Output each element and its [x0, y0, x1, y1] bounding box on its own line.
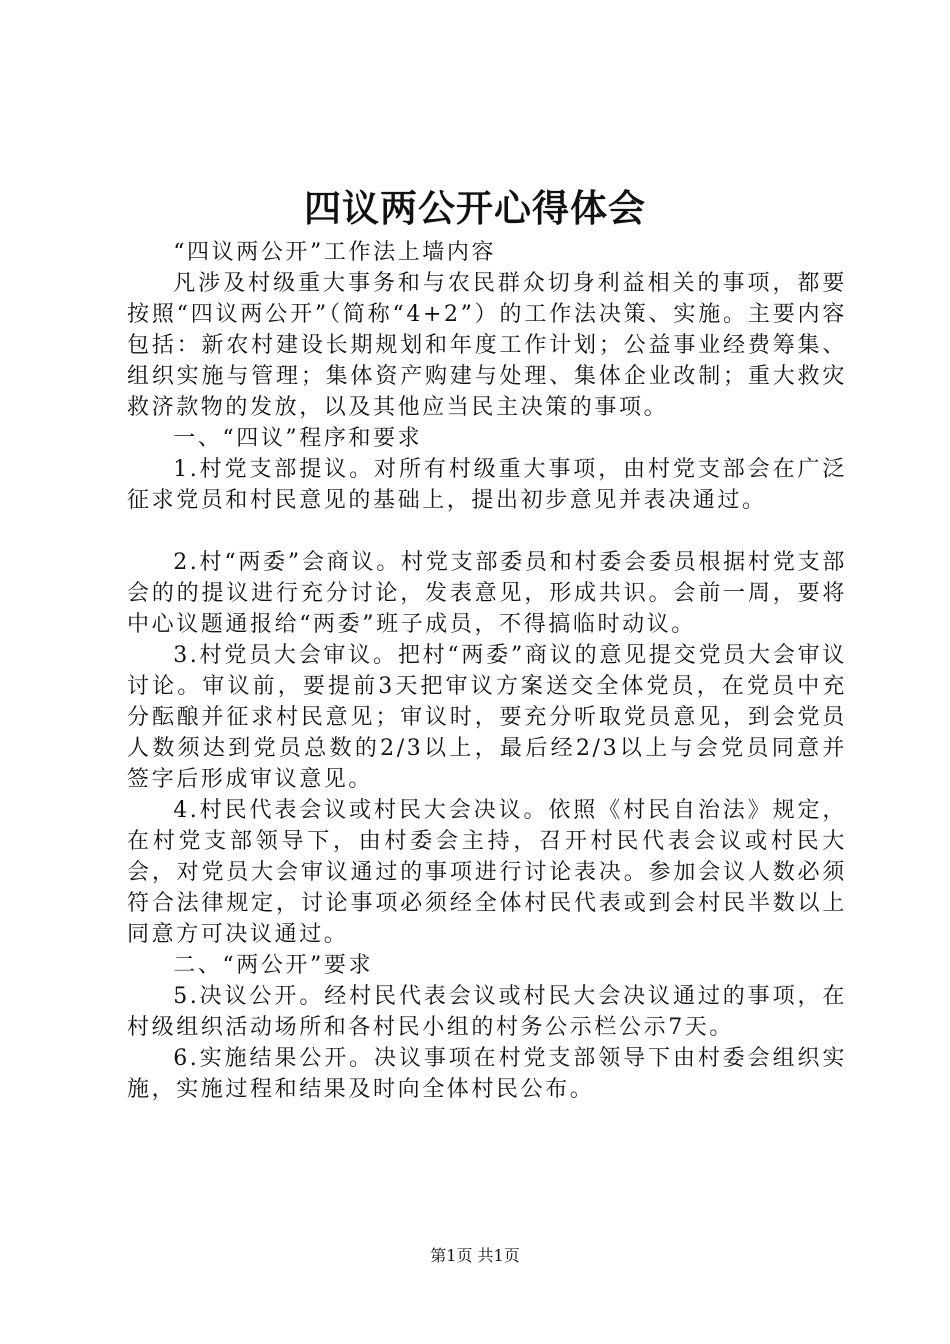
section-heading-four-discussions: 一、“四议”程序和要求 [173, 426, 423, 451]
paragraph-item-6: 6.实施结果公开。决议事项在村党支部领导下由村委会组织实施，实施过程和结果及时向全体村民公布。 [127, 1046, 847, 1102]
page-footer: 第1页 共1页 [430, 1246, 520, 1265]
paragraph-item-4: 4.村民代表会议或村民大会决议。依照《村民自治法》规定，在村党支部领导下，由村委会主持，召开村民代表会议或村民大会，对党员大会审议通过的事项进行讨论表决。参加会议人数必须符合法律规定，讨论事项必须经全体村民代表或到会村民半数以上同意方可决议通过。 [127, 798, 847, 947]
paragraph-item-1: 1.村党支部提议。对所有村级重大事项，由村党支部会在广泛征求党员和村民意见的基础上，提出初步意见并表决通过。 [127, 457, 847, 513]
paragraph-item-5: 5.决议公开。经村民代表会议或村民大会决议通过的事项，在村级组织活动场所和各村民小组的村务公示栏公示7天。 [127, 984, 847, 1040]
document-body [127, 237, 847, 1105]
document-title: 四议两公开心得体会 [304, 186, 646, 230]
paragraph-intro: 凡涉及村级重大事务和与农民群众切身利益相关的事项，都要按照“四议两公开”（简称“4+2”）的工作法决策、实施。主要内容包括：新农村建设长期规划和年度工作计划；公益事业经费筹集、组织实施与管理；集体资产购建与处理、集体企业改制；重大救灾救济款物的发放，以及其他应当民主决策的事项。 [127, 271, 847, 420]
paragraph-item-2: 2.村“两委”会商议。村党支部委员和村委会委员根据村党支部会的的提议进行充分讨论，发表意见，形成共识。会前一周，要将中心议题通报给“两委”班子成员，不得搞临时动议。 [127, 550, 847, 637]
section-heading-two-publicities: 二、“两公开”要求 [173, 953, 374, 978]
paragraph-heading: “四议两公开”工作法上墙内容 [173, 240, 497, 265]
paragraph-item-3: 3.村党员大会审议。把村“两委”商议的意见提交党员大会审议讨论。审议前，要提前3天把审议方案送交全体党员，在党员中充分酝酿并征求村民意见；审议时，要充分听取党员意见，到会党员人数须达到党员总数的2/3以上，最后经2/3以上与会党员同意并签字后形成审议意见。 [127, 643, 847, 792]
